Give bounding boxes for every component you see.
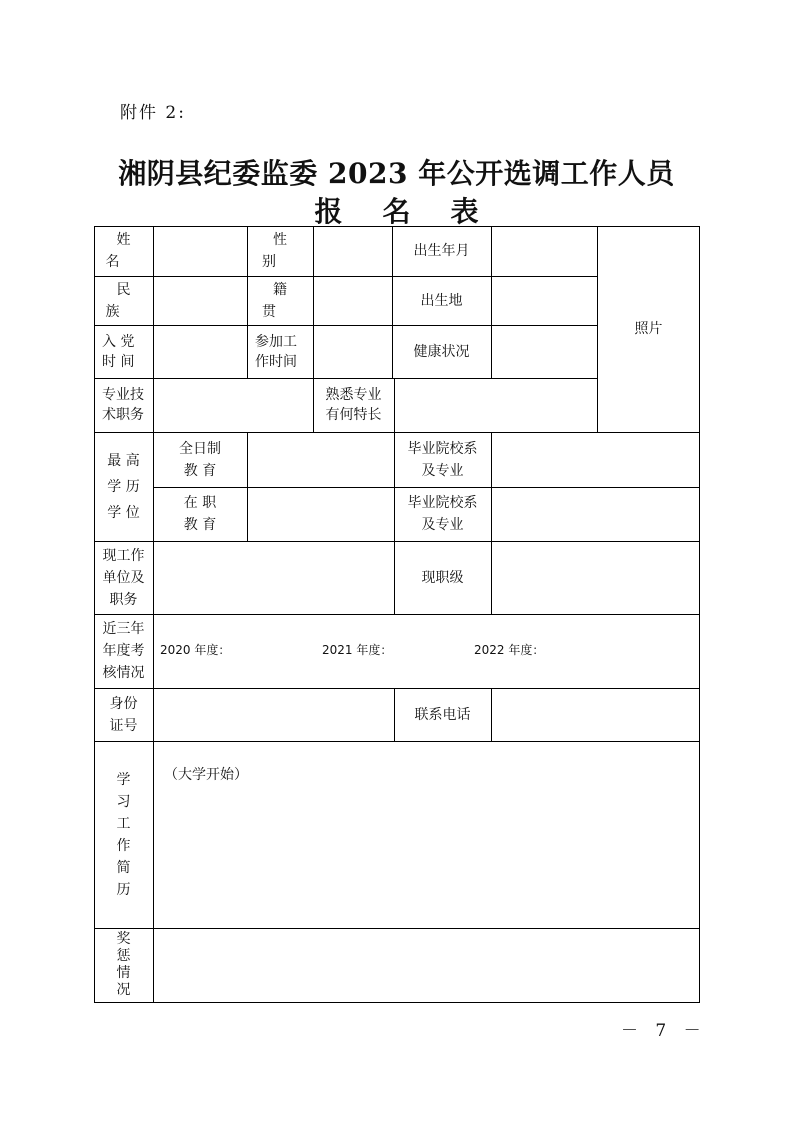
ethnicity-field[interactable]: [154, 277, 247, 325]
current-job-field[interactable]: [154, 542, 394, 614]
technical-title-label: 专业技 术职务: [102, 387, 144, 423]
health-field[interactable]: [492, 326, 597, 378]
highest-degree-label: 最 高 学 历 学 位: [107, 452, 140, 521]
assessment-2022[interactable]: 2022 年度：: [474, 643, 545, 657]
rank-label: 现职级: [421, 569, 464, 586]
health-label: 健康状况: [413, 343, 470, 360]
fulltime-education-label: 全日制 教 育: [179, 440, 221, 479]
resume-label: 学习工作简历: [116, 771, 131, 898]
party-join-label: 入 党 时 间: [102, 333, 135, 370]
gender-label: 性别: [262, 232, 309, 270]
attachment-label: 附件 2:: [120, 103, 186, 123]
photo-label: 照片: [634, 321, 663, 337]
gender-field[interactable]: [314, 227, 392, 276]
form-subtitle: 报名表: [314, 195, 519, 228]
form-title: 湘阴县纪委监委 2023 年公开选调工作人员: [118, 157, 675, 190]
work-start-label: 参加工 作时间: [255, 333, 297, 370]
id-number-label: 身份 证号: [109, 695, 138, 734]
inservice-education-field[interactable]: [248, 488, 394, 541]
inservice-education-label: 在 职 教 育: [183, 495, 217, 533]
assessment-2021[interactable]: 2021 年度：: [322, 643, 393, 657]
resume-hint: （大学开始）: [164, 767, 248, 783]
ethnicity-label: 民族: [105, 281, 153, 320]
resume-label-cell: [94, 741, 153, 928]
phone-label: 联系电话: [414, 706, 471, 723]
assessment-label: 近三年 年度考 核情况: [102, 621, 145, 681]
fulltime-education-field[interactable]: [248, 433, 394, 487]
fulltime-school-label: 毕业院校系 及专业: [407, 440, 478, 479]
phone-field[interactable]: [492, 689, 700, 741]
awards-label-cell: [94, 928, 153, 1002]
origin-field[interactable]: [314, 277, 392, 325]
birth-date-field[interactable]: [492, 227, 597, 276]
birthplace-field[interactable]: [492, 277, 597, 325]
resume-field[interactable]: [154, 742, 700, 928]
awards-field[interactable]: [154, 929, 700, 1002]
party-join-field[interactable]: [154, 326, 247, 378]
assessment-2020[interactable]: 2020 年度：: [160, 643, 231, 657]
awards-label: 奖惩情况: [116, 931, 131, 998]
fulltime-school-field[interactable]: [492, 433, 700, 487]
birth-date-label: 出生年月: [413, 243, 470, 259]
page-number: － 7 －: [621, 1021, 707, 1041]
origin-label: 籍贯: [262, 281, 309, 320]
technical-title-field[interactable]: [154, 379, 313, 432]
rank-field[interactable]: [492, 542, 700, 614]
birthplace-label: 出生地: [420, 292, 463, 309]
current-job-label: 现工作 单位及 职务: [102, 547, 145, 608]
inservice-school-label: 毕业院校系 及专业: [407, 495, 478, 533]
name-label: 姓名: [105, 232, 153, 270]
id-number-field[interactable]: [154, 689, 394, 741]
work-start-field[interactable]: [314, 326, 392, 378]
specialty-field[interactable]: [395, 379, 597, 432]
name-field[interactable]: [154, 227, 247, 276]
photo-box[interactable]: [597, 226, 700, 432]
specialty-label: 熟悉专业 有何特长: [325, 387, 382, 423]
inservice-school-field[interactable]: [492, 488, 700, 541]
